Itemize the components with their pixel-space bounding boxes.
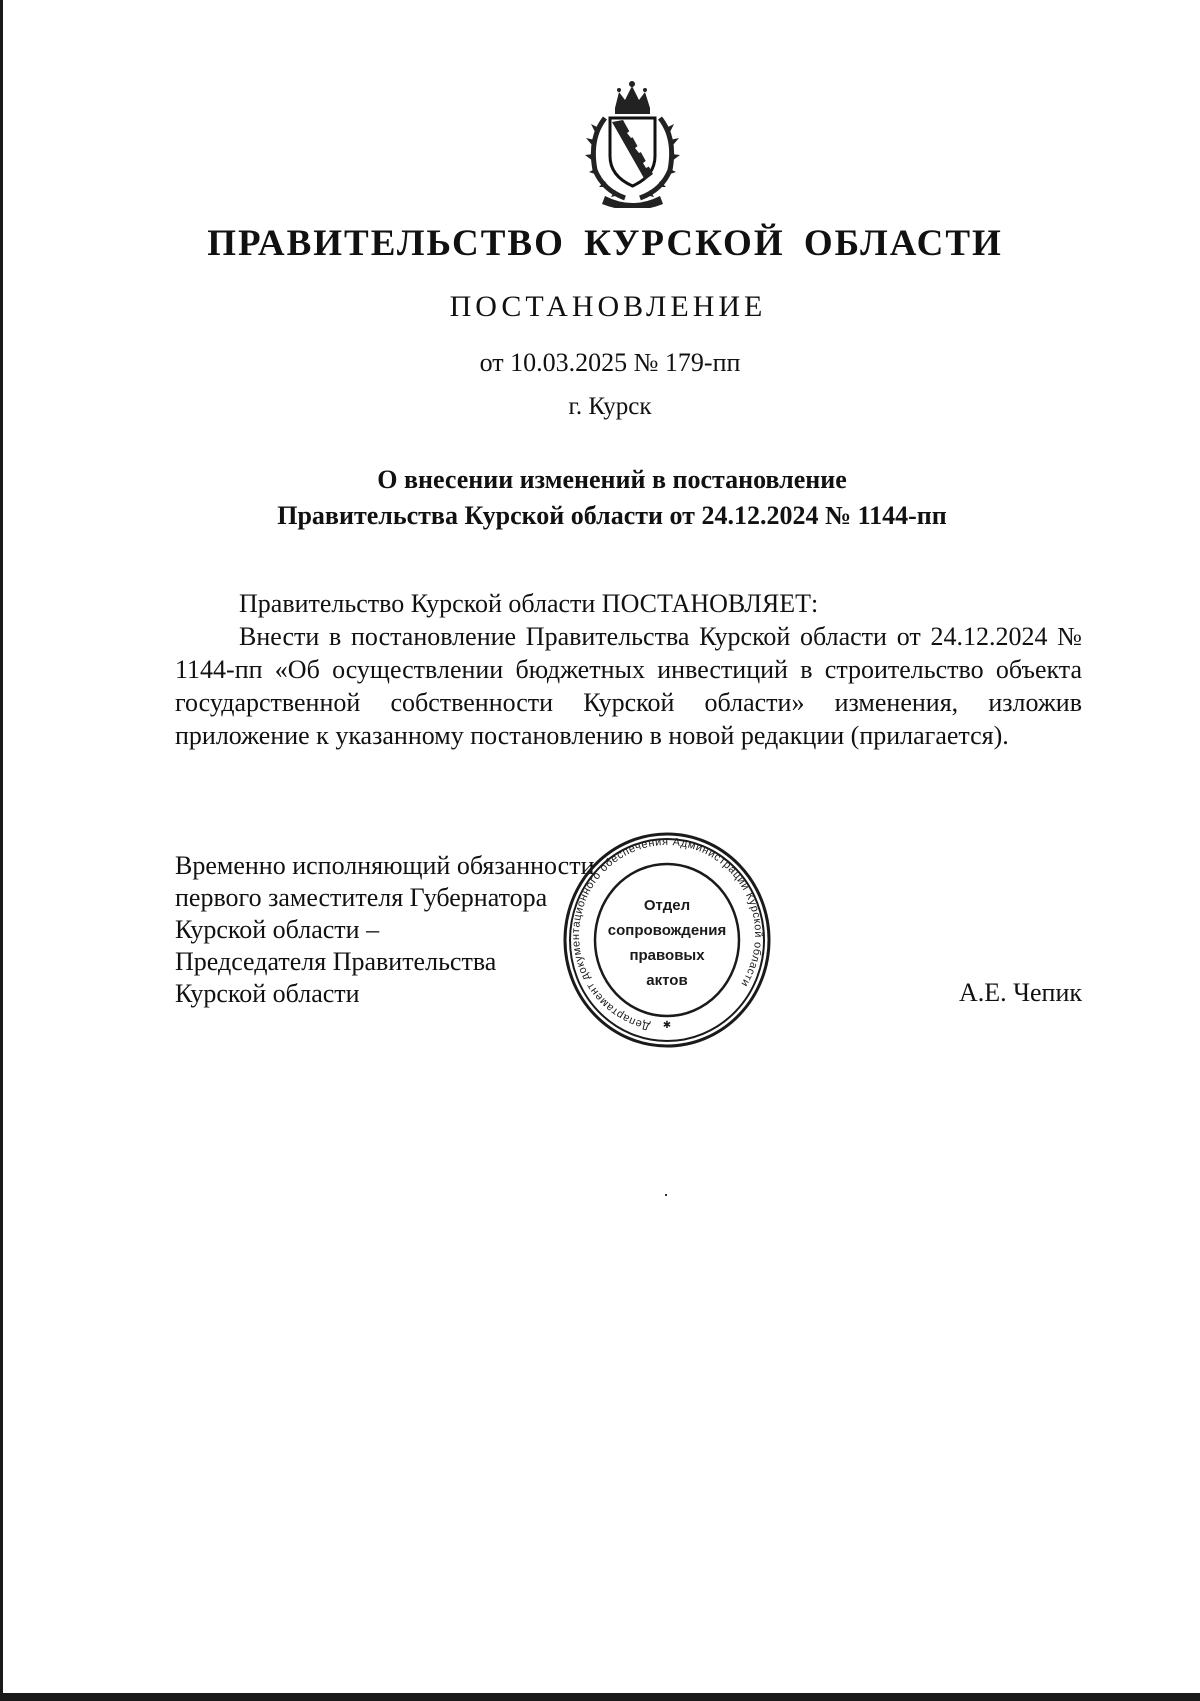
document-city: г. Курск <box>568 393 652 420</box>
document-subject <box>0 462 1200 534</box>
signer-line-3: Курской области – <box>175 915 380 944</box>
stamp-center-line-3: правовых <box>629 947 705 964</box>
stamp-center-line-2: сопровождения <box>607 922 727 939</box>
scan-edge-bottom <box>0 1693 1200 1701</box>
subject-line-1: О внесении изменений в постановление <box>377 465 847 494</box>
stray-dot <box>665 1194 667 1196</box>
signer-line-1: Временно исполняющий обязанности <box>175 851 595 880</box>
coat-of-arms-emblem <box>575 78 690 208</box>
signer-line-2: первого заместителя Губернатора <box>175 883 548 912</box>
body-paragraph-2: Внести в постановление Правительства Курской области от 24.12.2024 № 1144-пп «Об осуществлении бюджетных инвестиций в строительство объекта государственной собственности Курской области» изменения, изложив приложение к указанному постановлению в новой редакции (прилагается). <box>175 622 1082 750</box>
signer-line-5: Курской области <box>175 979 360 1008</box>
body-paragraph-1: Правительство Курской области ПОСТАНОВЛЯЕТ: <box>239 589 819 618</box>
stamp-star-icon: ✱ <box>662 1020 672 1031</box>
stamp-center-line-1: Отдел <box>643 897 691 914</box>
stamp-outer-textpath: Департамент документационного обеспечения Администрации Курской области <box>570 835 765 1033</box>
subject-line-2: Правительства Курской области от 24.12.2024 № 1144-пп <box>277 501 947 530</box>
document-type: ПОСТАНОВЛЕНИЕ <box>449 290 767 323</box>
signer-name: А.Е. Чепик <box>958 978 1082 1007</box>
signer-line-4: Председателя Правительства <box>175 947 497 976</box>
stamp-center-line-4: актов <box>646 972 688 989</box>
signer-position <box>175 850 595 1010</box>
official-stamp <box>562 830 772 1050</box>
document-date-number: от 10.03.2025 № 179-пп <box>479 348 741 377</box>
government-title: ПРАВИТЕЛЬСТВО КУРСКОЙ ОБЛАСТИ <box>207 223 1003 264</box>
